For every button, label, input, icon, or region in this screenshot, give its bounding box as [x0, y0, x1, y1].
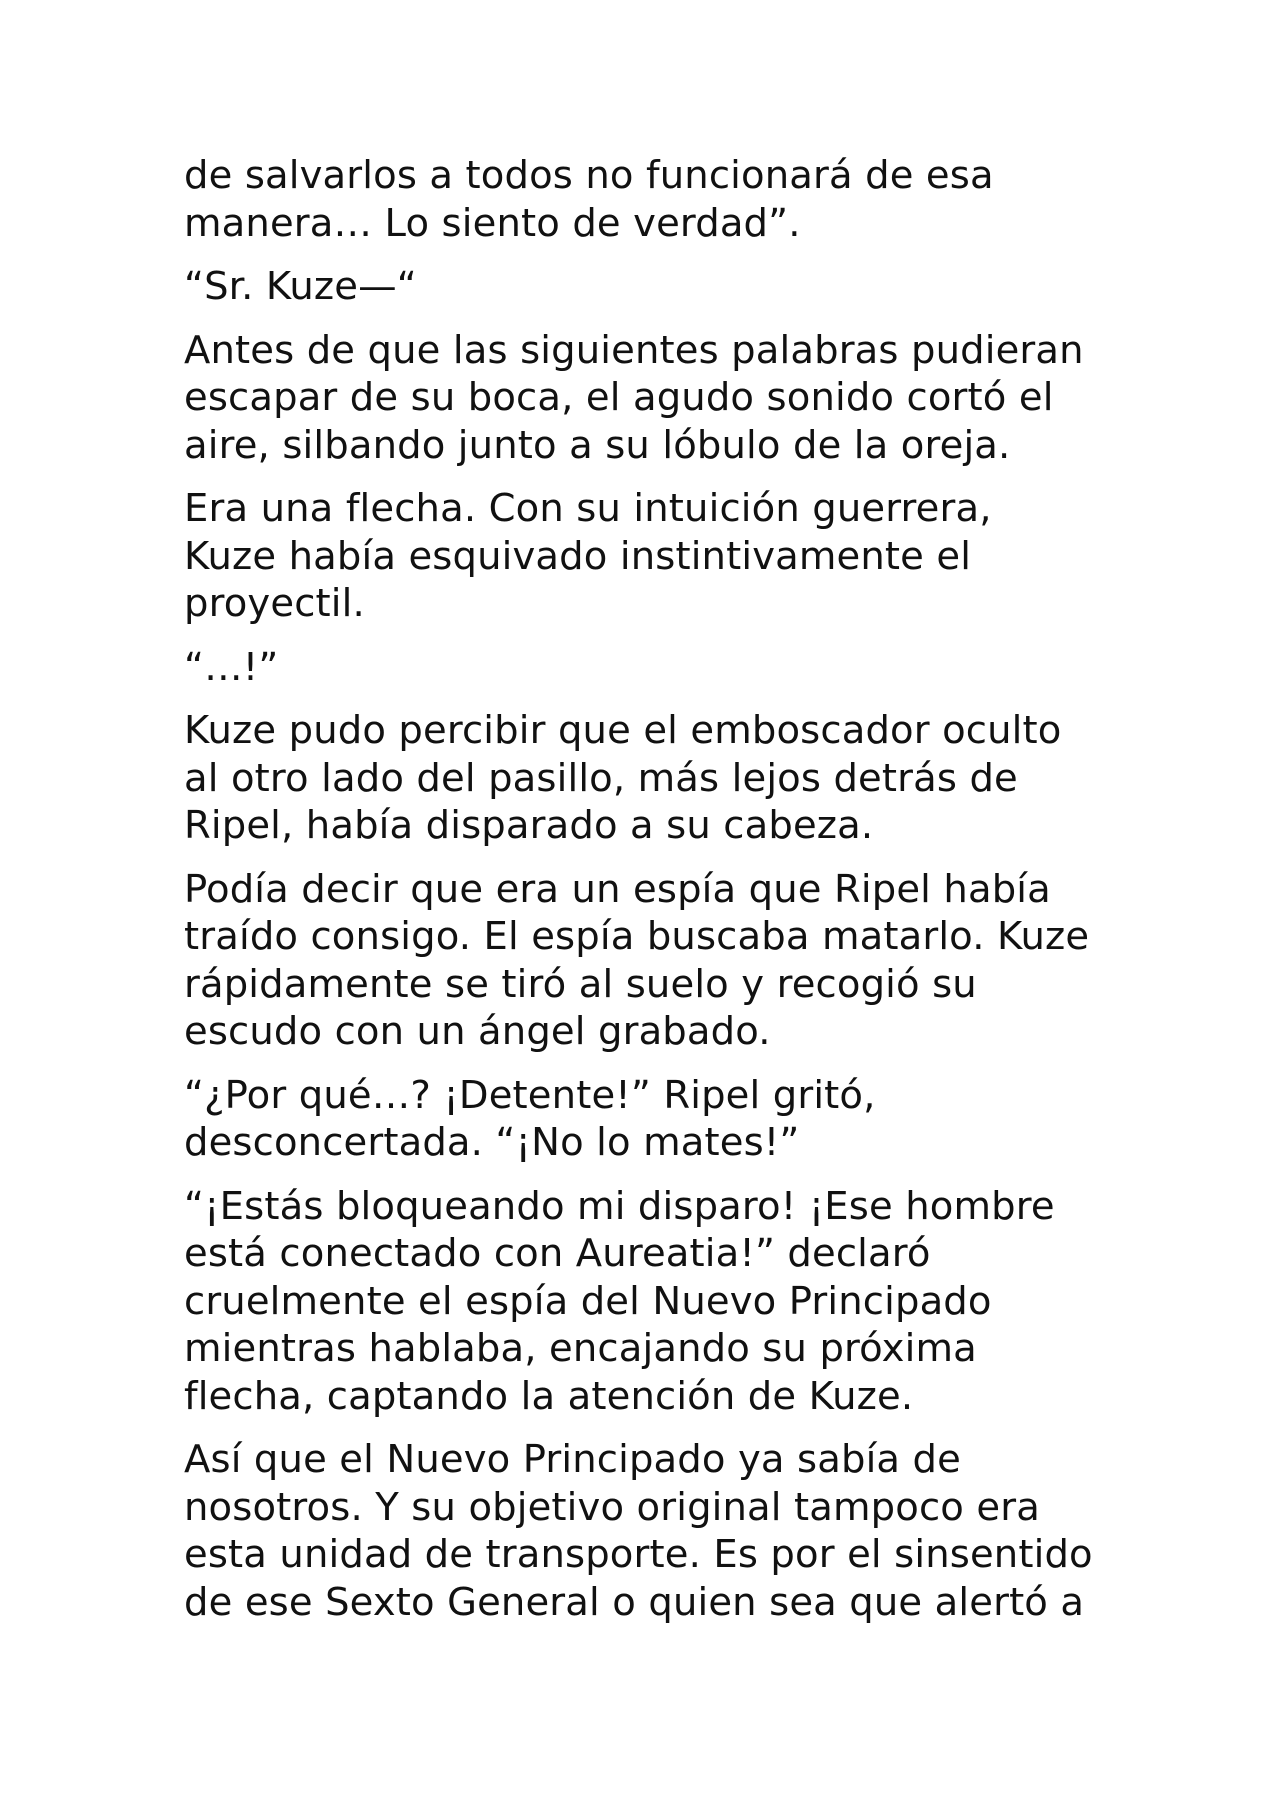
text-line: de ese Sexto General o quien sea que alertó a	[184, 1579, 1085, 1625]
text-line: “¡Estás bloqueando mi disparo! ¡Ese hombre	[184, 1183, 1055, 1229]
text-line: escapar de su boca, el agudo sonido cortó el	[184, 375, 1054, 420]
text-line: desconcertada. “¡No lo mates!”	[184, 1120, 800, 1165]
text-line: Kuze había esquivado instintivamente el	[184, 533, 972, 579]
text-line: “…!”	[184, 644, 279, 690]
paragraph-2	[184, 263, 1114, 311]
paragraph-4	[184, 485, 1114, 628]
paragraph-8	[184, 1072, 1114, 1167]
text-line: aire, silbando junto a su lóbulo de la oreja.	[184, 422, 1011, 468]
text-line: Era una flecha. Con su intuición guerrera,	[184, 486, 992, 531]
paragraph-7	[184, 866, 1114, 1056]
text-line: “¿Por qué…? ¡Detente!” Ripel gritó,	[184, 1072, 876, 1118]
text-line: proyectil.	[184, 581, 365, 626]
paragraph-6	[184, 707, 1114, 850]
text-line: manera… Lo siento de verdad”.	[184, 200, 801, 246]
text-line: traído consigo. El espía buscaba matarlo. Kuze	[184, 914, 1090, 959]
paragraph-9	[184, 1183, 1114, 1421]
text-line: escudo con un ángel grabado.	[184, 1009, 771, 1054]
text-line: Antes de que las siguientes palabras pudieran	[184, 327, 1084, 373]
text-line: de salvarlos a todos no funcionará de esa	[184, 153, 994, 198]
text-line: nosotros. Y su objetivo original tampoco era	[184, 1484, 1040, 1530]
text-line: Kuze pudo percibir que el emboscador oculto	[184, 708, 1062, 753]
text-line: cruelmente el espía del Nuevo Principado	[184, 1278, 992, 1324]
paragraph-10	[184, 1436, 1114, 1626]
page-body	[184, 152, 1114, 1642]
text-line: esta unidad de transporte. Es por el sinsentido	[184, 1532, 1093, 1577]
text-line: Así que el Nuevo Principado ya sabía de	[184, 1437, 961, 1482]
text-line: rápidamente se tiró al suelo y recogió su	[184, 961, 977, 1007]
paragraph-3	[184, 327, 1114, 470]
text-line: Ripel, había disparado a su cabeza.	[184, 803, 874, 848]
paragraph-5	[184, 644, 1114, 692]
text-line: al otro lado del pasillo, más lejos detrás de	[184, 755, 1018, 801]
text-line: está conectado con Aureatia!” declaró	[184, 1231, 931, 1276]
text-line: mientras hablaba, encajando su próxima	[184, 1326, 977, 1371]
paragraph-1	[184, 152, 1114, 247]
text-line: “Sr. Kuze—“	[184, 264, 417, 309]
text-line: Podía decir que era un espía que Ripel había	[184, 866, 1051, 912]
text-line: flecha, captando la atención de Kuze.	[184, 1373, 914, 1419]
